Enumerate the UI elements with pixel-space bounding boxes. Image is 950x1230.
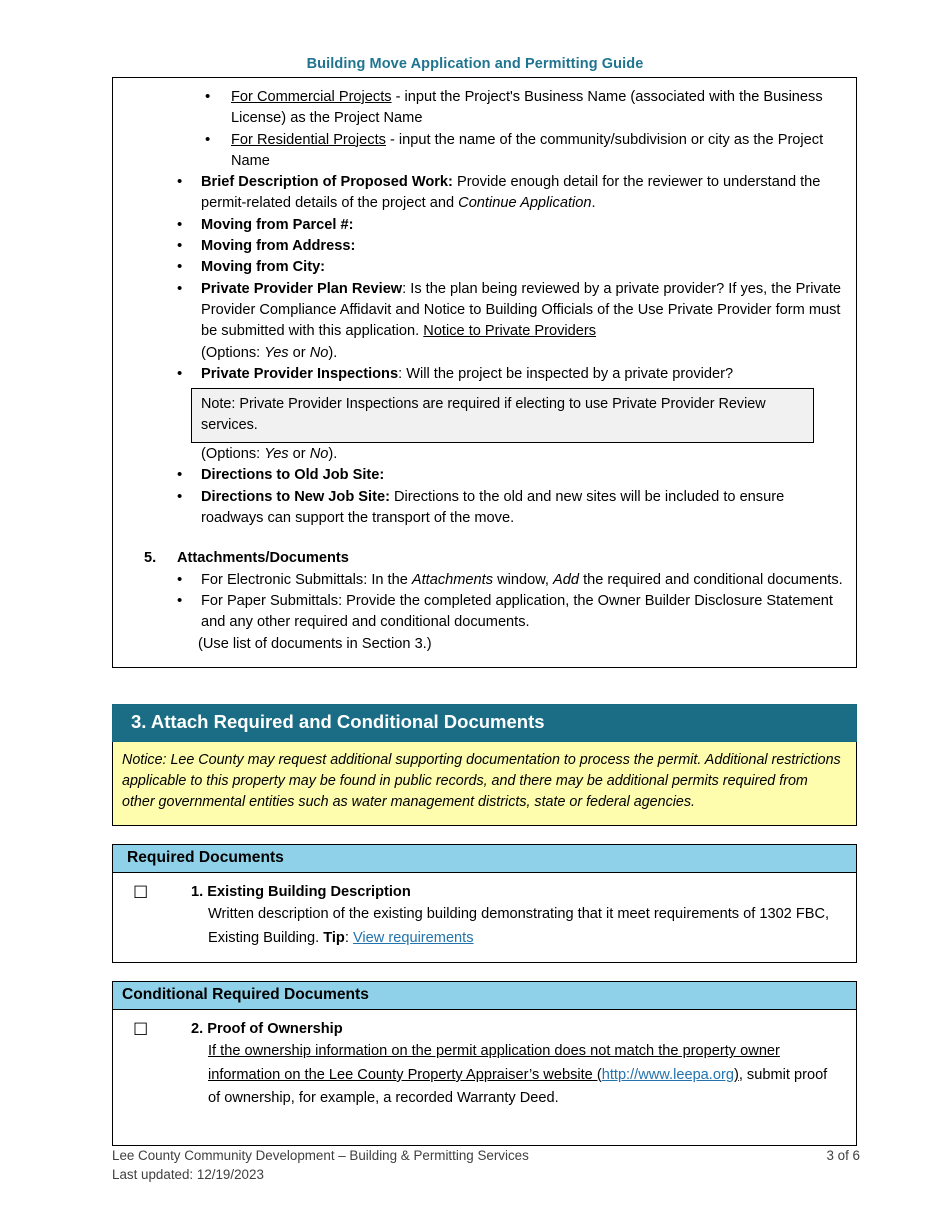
tip-label-1: Tip (323, 929, 345, 946)
section-3-block (112, 704, 857, 1146)
main-bullet-list-3 (123, 465, 846, 529)
numbered-item-5 (123, 548, 846, 569)
required-documents-heading: Required Documents (112, 844, 857, 873)
notice-to-private-providers-link[interactable]: Notice to Private Providers (423, 323, 597, 340)
add-emphasis: Add (553, 571, 580, 588)
checkbox-icon[interactable]: ☐ (133, 882, 149, 902)
electronic-submittals-pre: For Electronic Submittals: In the (201, 571, 412, 588)
page-footer (112, 1146, 860, 1184)
bullet-directions-old-site (123, 465, 846, 486)
section-spacer-2 (112, 963, 857, 981)
private-provider-note-callout (191, 388, 814, 443)
conditional-document-row-1 (113, 1019, 846, 1040)
leepa-website-link[interactable]: http://www.leepa.org (601, 1066, 734, 1083)
required-document-row-1 (113, 882, 846, 903)
bullet-private-provider-plan-review (123, 279, 846, 343)
conditional-documents-body (112, 1010, 857, 1146)
ownership-desc-post: , submit proof of ownership, for example, a recorded Warranty Deed. (208, 1066, 828, 1107)
section-3-title-bar: 3. Attach Required and Conditional Documents (112, 704, 857, 742)
sub-bullet-list (123, 87, 846, 172)
sub-bullet-commercial (123, 87, 846, 130)
electronic-submittals-mid: window, (493, 571, 554, 588)
options-suffix-1: ). (328, 344, 338, 361)
footer-updated-line: Last updated: 12/19/2023 (112, 1167, 264, 1182)
attachments-bullet-list (123, 570, 846, 634)
required-document-desc-1 (113, 903, 846, 950)
main-bullet-list (123, 172, 846, 342)
footer-left (112, 1146, 529, 1184)
private-provider-plan-review-text: : Is the plan being reviewed by a private provider? If yes, the Private Provider Compliance Affidavit and Notice to Building Officials of the Use Private Provider form must be submitted with this application. (201, 280, 842, 340)
private-provider-inspections-text: : Will the project be inspected by a private provider? (398, 365, 734, 382)
brief-description-text: Provide enough detail for the reviewer to understand the permit-related details of the project and (201, 174, 821, 212)
bullet-moving-from-city (123, 257, 846, 278)
private-provider-note-text: Note: Private Provider Inspections are required if electing to use Private Provider Review services. (201, 396, 766, 434)
options-no-2: No (309, 446, 329, 463)
sub-bullet-residential (123, 130, 846, 173)
conditional-document-title-1: 2. Proof of Ownership (191, 1021, 343, 1038)
bullet-brief-description (123, 172, 846, 215)
ownership-desc-underlined-2: ) (733, 1066, 739, 1083)
electronic-submittals-post: the required and conditional documents. (579, 571, 843, 588)
paper-submittals-text: For Paper Submittals: Provide the completed application, the Owner Builder Disclosure Statement and any other required and conditional documents. (201, 592, 833, 631)
options-line-plan-review (123, 343, 846, 364)
directions-new-site-label: Directions to New Job Site: (201, 488, 390, 505)
footer-page-number: 3 of 6 (826, 1148, 860, 1163)
residential-projects-text: - input the name of the community/subdivision or city as the Project Name (231, 131, 824, 169)
conditional-document-desc-1 (113, 1040, 846, 1111)
brief-description-tail: . (591, 195, 596, 212)
moving-from-parcel-label: Moving from Parcel #: (201, 216, 354, 233)
moving-from-city-label: Moving from City: (201, 259, 326, 276)
numbered-item-5-title: Attachments/Documents (177, 550, 349, 567)
continue-application-emphasis: Continue Application (458, 195, 592, 212)
section-3-notice: Notice: Lee County may request additional supporting documentation to process the permit. Additional restrictions applicable to this property may be found in public records, and there may be additional permits required from other governmental entities such as water management districts, state or federal agencies. (112, 742, 857, 826)
view-requirements-link[interactable]: View requirements (352, 929, 474, 946)
private-provider-inspections-label: Private Provider Inspections (201, 365, 399, 382)
options-line-inspections (123, 444, 846, 465)
bullet-moving-from-address (123, 236, 846, 257)
footer-org-line: Lee County Community Development – Building & Permitting Services (112, 1148, 529, 1163)
continuation-content-box (112, 77, 857, 668)
ownership-desc-underlined-1: If the ownership information on the permit application does not match the property owner information on the Lee County Property Appraiser’s website ( (208, 1043, 780, 1083)
required-document-title-1: 1. Existing Building Description (191, 883, 411, 900)
bullet-electronic-submittals (123, 570, 846, 591)
options-yes-1: Yes (264, 344, 289, 361)
options-no-1: No (309, 344, 329, 361)
brief-description-label: Brief Description of Proposed Work: (201, 174, 453, 191)
options-prefix-1: (Options: (201, 344, 265, 361)
options-or-1: or (288, 344, 310, 361)
required-desc-pre-1: Written description of the existing building demonstrating that it meet requirements of 1302 FBC, Existing Building. (208, 906, 830, 946)
conditional-documents-heading: Conditional Required Documents (112, 981, 857, 1010)
bullet-paper-submittals (123, 591, 846, 634)
private-provider-plan-review-label: Private Provider Plan Review (201, 280, 403, 297)
main-bullet-list-2 (123, 364, 846, 385)
bullet-private-provider-inspections (123, 364, 846, 385)
residential-projects-label: For Residential Projects (231, 131, 386, 148)
options-prefix-2: (Options: (201, 446, 265, 463)
directions-new-site-text: Directions to the old and new sites will be included to ensure roadways can support the transport of the move. (201, 488, 785, 527)
bullet-moving-from-parcel (123, 215, 846, 236)
required-documents-body (112, 873, 857, 963)
footer-row (112, 1146, 860, 1184)
options-suffix-2: ). (328, 446, 338, 463)
numbered-item-5-number: 5. (144, 550, 157, 567)
section-spacer (112, 826, 857, 844)
commercial-projects-label: For Commercial Projects (231, 89, 392, 105)
attachments-window-emphasis: Attachments (411, 571, 494, 588)
bullet-directions-new-site (123, 487, 846, 530)
use-list-of-documents-note: (Use list of documents in Section 3.) (198, 635, 432, 652)
checkbox-icon[interactable]: ☐ (133, 1020, 149, 1040)
options-or-2: or (288, 446, 310, 463)
directions-old-site-label: Directions to Old Job Site: (201, 467, 385, 484)
moving-from-address-label: Moving from Address: (201, 238, 356, 255)
required-desc-mid-1: : (344, 929, 353, 946)
options-yes-2: Yes (264, 446, 289, 463)
running-header: Building Move Application and Permitting Guide (306, 56, 644, 72)
commercial-projects-text: - input the Project's Business Name (associated with the Business License) as the Project Name (231, 89, 823, 127)
